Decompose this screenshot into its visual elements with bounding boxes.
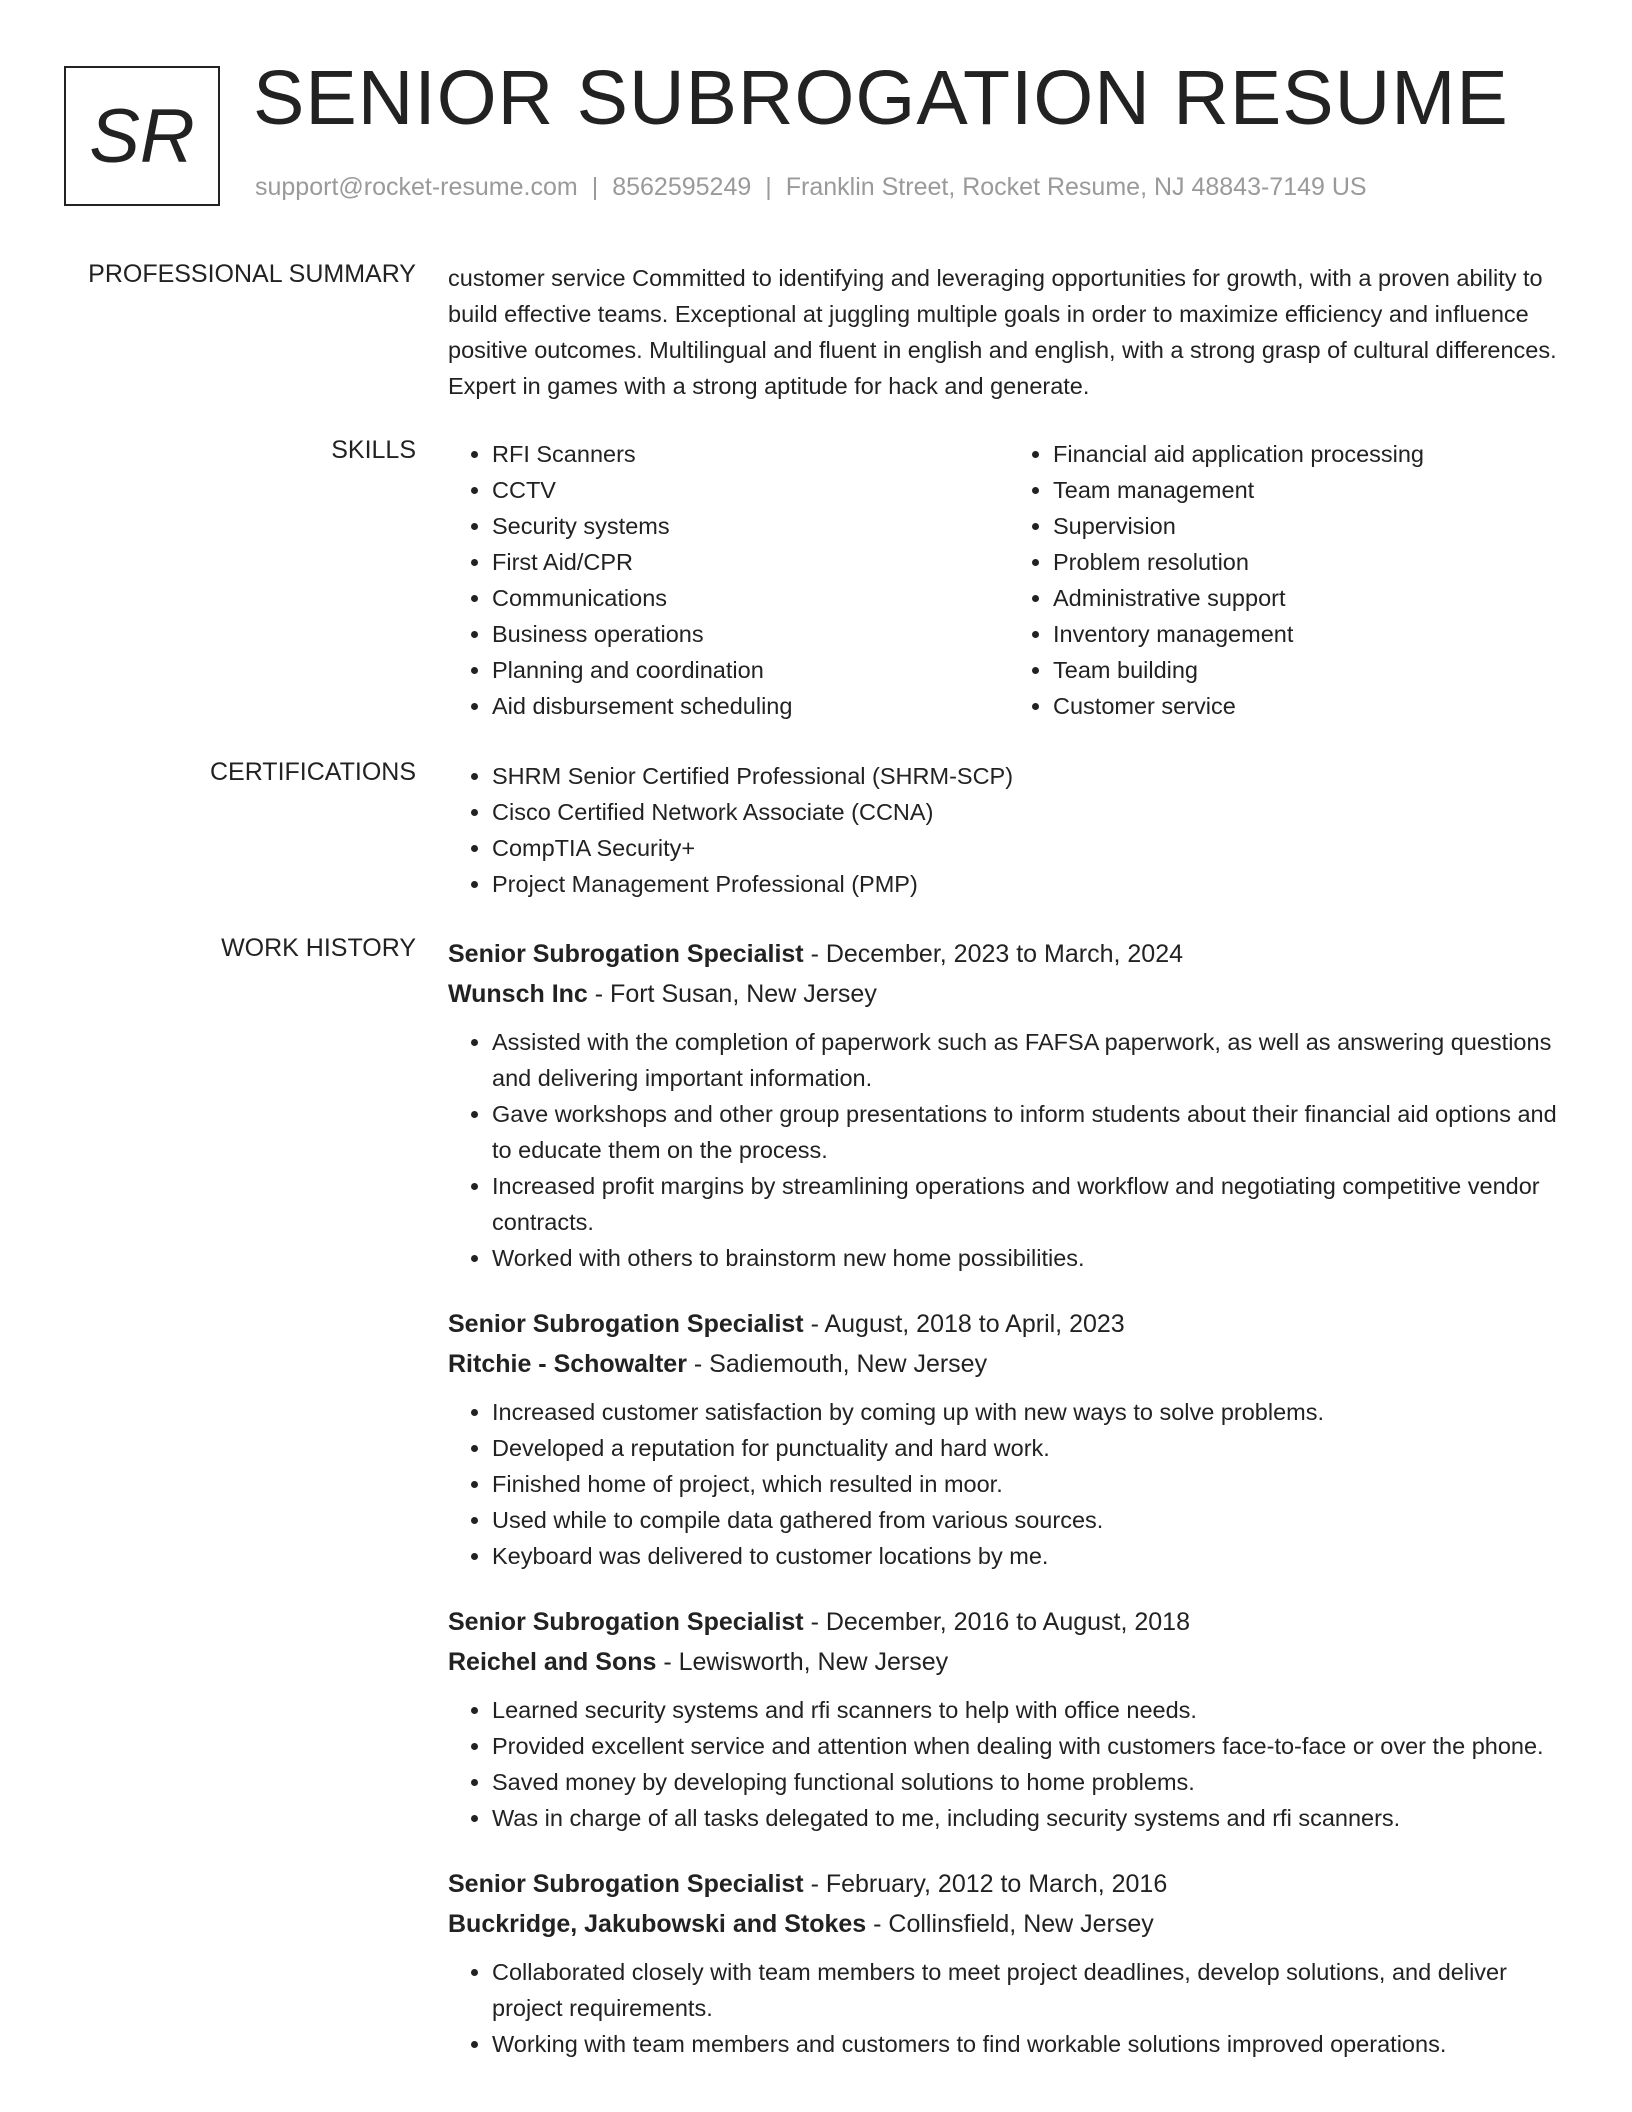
job-bullets xyxy=(448,1954,1570,2062)
job-title: Senior Subrogation Specialist xyxy=(448,1870,804,1898)
job-company: Wunsch Inc xyxy=(448,980,588,1008)
certification-item: • Project Management Professional (PMP) xyxy=(492,866,1570,902)
job-title: Senior Subrogation Specialist xyxy=(448,1608,804,1636)
section-label: PROFESSIONAL SUMMARY xyxy=(88,260,416,288)
skill-item: • Communications xyxy=(492,580,1009,616)
job-dates: - August, 2018 to April, 2023 xyxy=(803,1310,1125,1338)
skill-item: • First Aid/CPR xyxy=(492,544,1009,580)
skills-list-left xyxy=(448,436,1009,724)
job-bullet: • Used while to compile data gathered from various sources. xyxy=(492,1502,1570,1538)
skill-item: • Team management xyxy=(1053,472,1570,508)
job-dates: - February, 2012 to March, 2016 xyxy=(803,1870,1168,1898)
skill-item: • Customer service xyxy=(1053,688,1570,724)
monogram-logo: SR xyxy=(64,66,220,206)
skill-item: • Financial aid application processing xyxy=(1053,436,1570,472)
job-bullet: • Collaborated closely with team members to meet project deadlines, develop solutions, and deliver project requirements. xyxy=(492,1954,1570,2026)
section-label: SKILLS xyxy=(331,436,416,464)
section-label: WORK HISTORY xyxy=(221,934,416,962)
skill-item: • Security systems xyxy=(492,508,1009,544)
job-bullets xyxy=(448,1394,1570,1574)
job-bullet: • Increased profit margins by streamlining operations and workflow and negotiating competitive vendor contracts. xyxy=(492,1168,1570,1240)
job-bullet: • Increased customer satisfaction by coming up with new ways to solve problems. xyxy=(492,1394,1570,1430)
skill-item: • Planning and coordination xyxy=(492,652,1009,688)
job-location: - Collinsfield, New Jersey xyxy=(866,1910,1154,1938)
job-title: Senior Subrogation Specialist xyxy=(448,1310,804,1338)
contact-separator: | xyxy=(591,173,599,201)
job-entry xyxy=(448,1304,1570,1574)
skill-item: • Inventory management xyxy=(1053,616,1570,652)
skill-item: • Supervision xyxy=(1053,508,1570,544)
contact-separator: | xyxy=(765,173,772,201)
job-bullet: • Provided excellent service and attention when dealing with customers face-to-face or over the phone. xyxy=(492,1728,1570,1764)
certifications-list xyxy=(448,758,1570,902)
skill-item: • Problem resolution xyxy=(1053,544,1570,580)
certification-item: • Cisco Certified Network Associate (CCNA) xyxy=(492,794,1570,830)
job-bullet: • Keyboard was delivered to customer locations by me. xyxy=(492,1538,1570,1574)
job-location: - Lewisworth, New Jersey xyxy=(656,1648,949,1676)
contact-phone[interactable]: 8562595249 xyxy=(612,173,752,201)
skill-item: • Business operations xyxy=(492,616,1009,652)
section-label: CERTIFICATIONS xyxy=(209,758,416,786)
job-bullet: • Gave workshops and other group presentations to inform students about their financial aid options and to educate them on the process. xyxy=(492,1096,1570,1168)
job-bullet: • Developed a reputation for punctuality and hard work. xyxy=(492,1430,1570,1466)
job-bullet: • Working with team members and customers to find workable solutions improved operations. xyxy=(492,2026,1570,2062)
job-bullet: • Assisted with the completion of paperwork such as FAFSA paperwork, as well as answering questions and delivering important information. xyxy=(492,1024,1570,1096)
summary-text: customer service Committed to identifying and leveraging opportunities for growth, with a proven ability to build effective teams. Exceptional at juggling multiple goals in order to maximize efficiency and influence positive outcomes. Multilingual and fluent in english and english, with a strong grasp of cultural differences. Expert in games with a strong aptitude for hack and generate. xyxy=(448,265,1557,399)
job-location: - Fort Susan, New Jersey xyxy=(587,980,877,1008)
certification-item: • SHRM Senior Certified Professional (SHRM-SCP) xyxy=(492,758,1570,794)
job-bullet: • Finished home of project, which resulted in moor. xyxy=(492,1466,1570,1502)
skill-item: • Team building xyxy=(1053,652,1570,688)
contact-line xyxy=(255,173,1367,202)
job-company: Ritchie - Schowalter xyxy=(448,1350,687,1378)
skill-item: • RFI Scanners xyxy=(492,436,1009,472)
job-bullets xyxy=(448,1692,1570,1836)
job-dates: - December, 2016 to August, 2018 xyxy=(803,1608,1190,1636)
job-bullet: • Was in charge of all tasks delegated to me, including security systems and rfi scanners. xyxy=(492,1800,1570,1836)
job-bullet: • Saved money by developing functional solutions to home problems. xyxy=(492,1764,1570,1800)
contact-address: Franklin Street, Rocket Resume, NJ 48843-7149 US xyxy=(785,173,1367,201)
skill-item: • CCTV xyxy=(492,472,1009,508)
skill-item: • Aid disbursement scheduling xyxy=(492,688,1009,724)
job-bullets xyxy=(448,1024,1570,1276)
job-bullet: • Learned security systems and rfi scanners to help with office needs. xyxy=(492,1692,1570,1728)
job-bullet: • Worked with others to brainstorm new home possibilities. xyxy=(492,1240,1570,1276)
skills-list-right xyxy=(1009,436,1570,724)
job-company: Buckridge, Jakubowski and Stokes xyxy=(448,1910,867,1938)
job-company: Reichel and Sons xyxy=(448,1648,657,1676)
job-entry xyxy=(448,1602,1570,1836)
job-location: - Sadiemouth, New Jersey xyxy=(686,1350,988,1378)
job-dates: - December, 2023 to March, 2024 xyxy=(803,940,1183,968)
contact-email[interactable]: support@rocket-resume.com xyxy=(255,173,578,201)
skill-item: • Administrative support xyxy=(1053,580,1570,616)
job-title: Senior Subrogation Specialist xyxy=(448,940,804,968)
resume-title: SENIOR SUBROGATION RESUME xyxy=(253,55,1509,141)
certification-item: • CompTIA Security+ xyxy=(492,830,1570,866)
job-entry xyxy=(448,934,1570,1276)
job-entry xyxy=(448,1864,1570,2062)
